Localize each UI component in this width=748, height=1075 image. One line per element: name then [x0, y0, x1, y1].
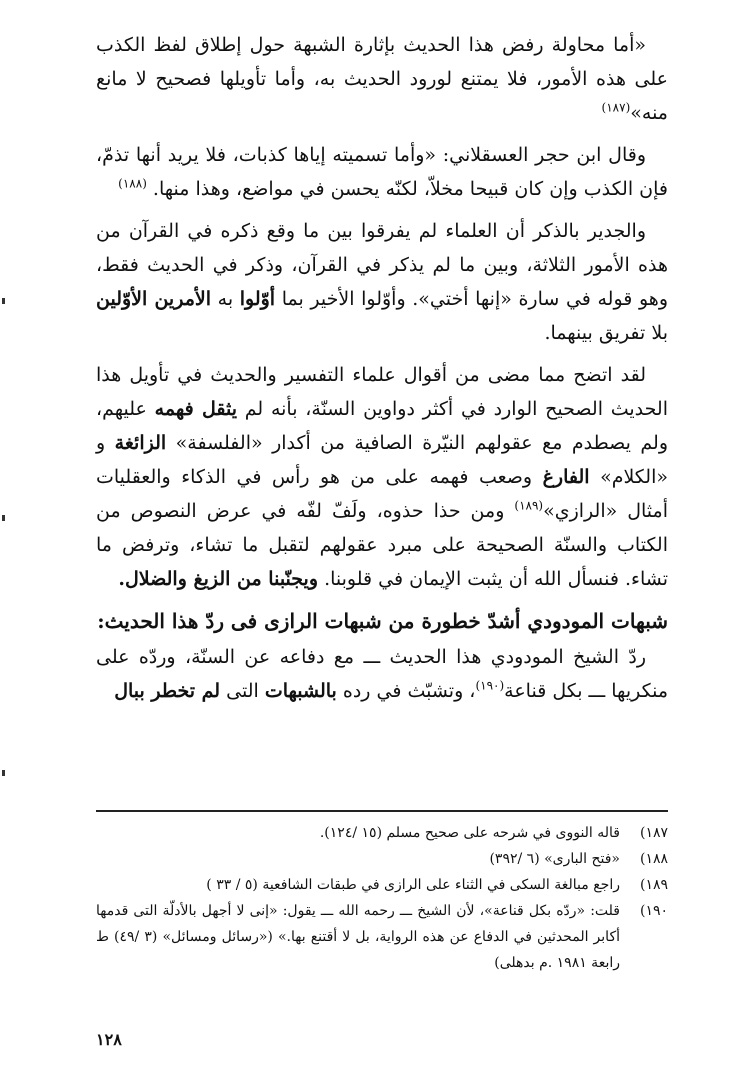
- scan-edge-mark: [2, 515, 5, 521]
- paragraph-3-text-before: والجدير بالذكر أن العلماء لم يفرقوا بين ما وقع ذكره في القرآن من هذه الأمور الثلاثة، وبين ما لم يذكر في القرآن، وذكر في الحديث فقط، وهو قوله في سارة «إنها أختي». وأوّلوا الأخير بما: [96, 220, 668, 310]
- paragraph-5-text-middle-2: التى: [226, 680, 259, 702]
- paragraph-5-bold-2: لم تخطر ببال: [114, 680, 221, 702]
- scan-edge-mark: [2, 770, 5, 776]
- footnote-text: قلت: «ردّه بكل قناعة»، لأن الشيخ ـــ رحمه الله ـــ يقول: «إنى لا أجهل بالأدلّة التى قدمها أكابر المحدثين في الدفاع عن هذه الرواية، بل لا أقتنع بها.» («رسائل ومسائل» (٣ /٤٩) ط رابعة ١٩٨١ .م بدهلى): [96, 903, 620, 971]
- footnote-190: [96, 898, 668, 976]
- paragraph-4-text-middle-4: ومن حذا حذوه، ولَفّ لفّه في عرض النصوص من الكتاب والسنّة الصحيحة على مبرد عقولهم لتقبل ما تشاء، وترفض ما تشاء. فنسأل الله أن يثبت الإيمان في قلوبنا.: [96, 500, 668, 590]
- footnote-ref-188[interactable]: (١٨٨): [118, 176, 147, 191]
- footnote-number: ١٨٨): [639, 851, 668, 867]
- section-heading: شبهات المودودي أشدّ خطورة من شبهات الرازى فى ردّ هذا الحديث:: [97, 609, 668, 633]
- paragraph-5: [96, 640, 668, 708]
- paragraph-1-text: «أما محاولة رفض هذا الحديث بإثارة الشبهة حول إطلاق لفظ الكذب على هذه الأمور، فلا يمتنع لورود الحديث به، وأما تأويلها فصحيح لا مانع منه»: [96, 34, 668, 124]
- scan-edge-mark: [2, 298, 5, 304]
- footnote-text: قاله النووى في شرحه على صحيح مسلم (١٥ /١٢٤).: [319, 825, 620, 841]
- footnote-ref-190[interactable]: (١٩٠): [475, 678, 505, 693]
- footnote-189: [96, 872, 668, 898]
- paragraph-4-bold-1: يثقل فهمه: [154, 398, 238, 420]
- paragraph-4-text-middle-2: و «الكلام»: [96, 432, 668, 488]
- footnote-text: «فتح البارى» (٦ /٣٩٢): [489, 851, 620, 867]
- paragraph-4-text-before: لقد اتضح مما مضى من أقوال علماء التفسير والحديث في تأويل هذا الحديث الصحيح الوارد في أكثر دواوين السنّة، بأنه لم: [96, 364, 668, 420]
- paragraph-4: [96, 358, 668, 596]
- paragraph-5-bold-1: بالشبهات: [264, 680, 337, 702]
- paragraph-3-text-middle: به: [217, 288, 234, 310]
- footnote-text: راجع مبالغة السكى في الثناء على الرازى في طبقات الشافعية (٥ / ٣٣ ): [206, 877, 620, 893]
- footnote-number: ١٩٠): [639, 903, 668, 919]
- footnote-separator: [96, 810, 668, 812]
- paragraph-3: [96, 214, 668, 350]
- page-number: ١٢٨: [96, 1030, 122, 1049]
- footnote-ref-189[interactable]: (١٨٩): [514, 498, 544, 513]
- page-body: [96, 28, 668, 716]
- paragraph-1: [96, 28, 668, 130]
- paragraph-4-bold-2: الزائغة: [114, 432, 167, 454]
- footnotes: [96, 820, 668, 976]
- footnote-ref-187[interactable]: (١٨٧): [601, 100, 631, 115]
- paragraph-2: [96, 138, 668, 206]
- paragraph-4-bold-3: الفارغ: [542, 466, 590, 488]
- paragraph-5-text-middle: ، وتشبّث في رده: [342, 680, 476, 702]
- paragraph-3-bold-2: الأمرين الأوّلين: [96, 288, 212, 310]
- footnote-188: [96, 846, 668, 872]
- paragraph-2-text: وقال ابن حجر العسقلاني: «وأما تسميته إياها كذبات، فلا يريد أنها تذمّ، فإن الكذب وإن كان قبيحا مخلاّ، لكنّه يحسن في مواضع، وهذا منها.: [96, 144, 668, 200]
- paragraph-4-text-middle-3: وصعب فهمه على من هو رأس في الذكاء والعقليات أمثال «الرازي»: [96, 466, 668, 522]
- paragraph-5-text-before: ردّ الشيخ المودودي هذا الحديث ـــ مع دفاعه عن السنّة، وردّه على منكريها ـــ بكل قناعة: [96, 646, 668, 702]
- paragraph-4-text-middle-1: عليهم، ولم يصطدم مع عقولهم النيّرة الصافية من أكدار «الفلسفة»: [96, 398, 669, 454]
- footnote-number: ١٨٩): [639, 877, 668, 893]
- paragraph-3-bold-1: أوّلوا: [239, 288, 276, 310]
- paragraph-3-text-after: بلا تفريق بينهما.: [544, 322, 668, 344]
- footnote-187: [96, 820, 668, 846]
- paragraph-4-bold-4: ويجنّبنا من الزيغ والضلال.: [118, 568, 319, 590]
- footnote-number: ١٨٧): [639, 825, 668, 841]
